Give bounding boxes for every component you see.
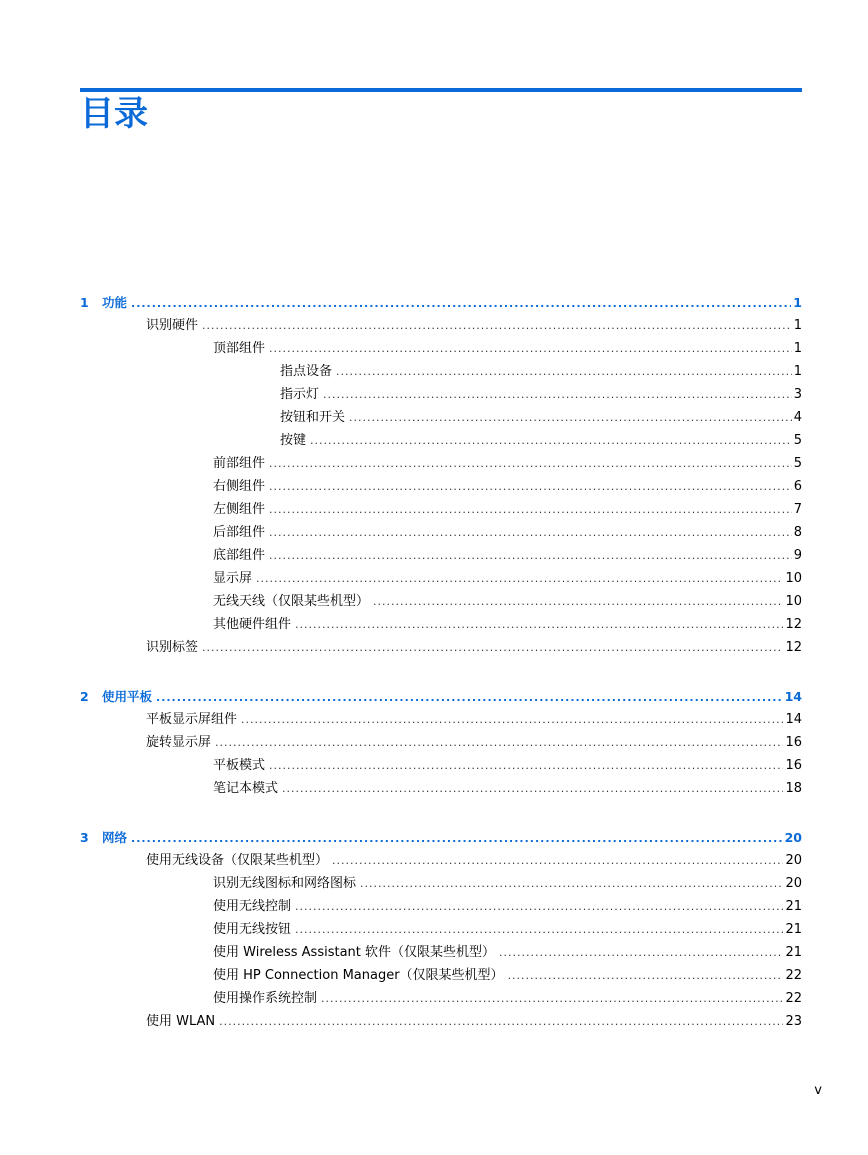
page-number: 7 xyxy=(793,502,802,517)
toc-entry[interactable] xyxy=(80,895,802,918)
page-number: 10 xyxy=(785,594,802,609)
leader-dots xyxy=(508,964,784,987)
page-number: 5 xyxy=(793,456,802,471)
page-number: 5 xyxy=(793,433,802,448)
entry-label: 按钮和开关 xyxy=(280,410,346,425)
toc-entry[interactable] xyxy=(80,337,802,360)
page-title: 目录 xyxy=(80,94,148,134)
leader-dots xyxy=(373,590,783,613)
chapter-title: 网络 xyxy=(102,830,128,845)
page-number: 16 xyxy=(785,758,802,773)
toc-entry[interactable] xyxy=(80,872,802,895)
entry-label: 平板模式 xyxy=(213,758,266,773)
leader-dots xyxy=(295,895,783,918)
entry-label: 指示灯 xyxy=(280,387,320,402)
toc-entry[interactable] xyxy=(80,590,802,613)
leader-dots xyxy=(202,314,792,337)
page-number: 8 xyxy=(793,525,802,540)
leader-dots xyxy=(295,613,783,636)
toc-entry[interactable] xyxy=(80,406,802,429)
toc-entry[interactable] xyxy=(80,849,802,872)
entry-label: 使用操作系统控制 xyxy=(213,991,318,1006)
page-number: 22 xyxy=(785,968,802,983)
entry-label: 显示屏 xyxy=(213,571,253,586)
leader-dots xyxy=(360,872,783,895)
toc-entry[interactable] xyxy=(80,918,802,941)
table-of-contents xyxy=(80,291,802,1033)
toc-entry[interactable] xyxy=(80,544,802,567)
toc-entry[interactable] xyxy=(80,314,802,337)
toc-entry[interactable] xyxy=(80,360,802,383)
leader-dots xyxy=(241,708,783,731)
chapter-title: 功能 xyxy=(102,295,128,310)
leader-dots xyxy=(156,686,783,709)
entry-label: 使用 Wireless Assistant 软件（仅限某些机型） xyxy=(213,945,496,960)
entry-label: 使用 WLAN xyxy=(146,1014,216,1029)
entry-label: 右侧组件 xyxy=(213,479,266,494)
toc-entry[interactable] xyxy=(80,475,802,498)
toc-entry[interactable] xyxy=(80,754,802,777)
page-number: 21 xyxy=(785,945,802,960)
toc-chapter-3[interactable] xyxy=(80,826,802,849)
entry-label: 左侧组件 xyxy=(213,502,266,517)
page-number: 4 xyxy=(793,410,802,425)
page-number: 1 xyxy=(793,295,802,310)
page-number: 10 xyxy=(785,571,802,586)
page-number: 1 xyxy=(793,364,802,379)
page-number: 21 xyxy=(785,899,802,914)
leader-dots xyxy=(310,429,792,452)
entry-label: 顶部组件 xyxy=(213,341,266,356)
toc-chapter-1[interactable] xyxy=(80,291,802,314)
toc-entry[interactable] xyxy=(80,987,802,1010)
page-number: 3 xyxy=(793,387,802,402)
leader-dots xyxy=(282,777,783,800)
toc-entry[interactable] xyxy=(80,941,802,964)
footer-page-number: v xyxy=(814,1083,822,1098)
leader-dots xyxy=(323,383,792,406)
chapter-spacer xyxy=(80,800,802,826)
entry-label: 笔记本模式 xyxy=(213,781,279,796)
entry-label: 使用无线设备（仅限某些机型） xyxy=(146,853,329,868)
leader-dots xyxy=(269,337,792,360)
page-number: 12 xyxy=(785,640,802,655)
toc-entry[interactable] xyxy=(80,383,802,406)
chapter-spacer xyxy=(80,659,802,685)
leader-dots xyxy=(332,849,783,872)
page-number: 21 xyxy=(785,922,802,937)
toc-entry[interactable] xyxy=(80,708,802,731)
entry-label: 识别硬件 xyxy=(146,318,199,333)
title-rule xyxy=(80,88,802,92)
toc-chapter-2[interactable] xyxy=(80,685,802,708)
toc-entry[interactable] xyxy=(80,1010,802,1033)
page-number: 9 xyxy=(793,548,802,563)
entry-label: 识别无线图标和网络图标 xyxy=(213,876,357,891)
leader-dots xyxy=(499,941,783,964)
entry-label: 使用无线按钮 xyxy=(213,922,292,937)
leader-dots xyxy=(202,636,783,659)
page-number: 12 xyxy=(785,617,802,632)
toc-entry[interactable] xyxy=(80,521,802,544)
leader-dots xyxy=(269,475,792,498)
chapter-title: 使用平板 xyxy=(102,689,153,704)
leader-dots xyxy=(349,406,792,429)
entry-label: 前部组件 xyxy=(213,456,266,471)
toc-entry[interactable] xyxy=(80,636,802,659)
entry-label: 使用无线控制 xyxy=(213,899,292,914)
toc-entry[interactable] xyxy=(80,964,802,987)
leader-dots xyxy=(336,360,792,383)
page-number: 18 xyxy=(785,781,802,796)
entry-label: 后部组件 xyxy=(213,525,266,540)
page-number: 23 xyxy=(785,1014,802,1029)
entry-label: 旋转显示屏 xyxy=(146,735,212,750)
leader-dots xyxy=(269,452,792,475)
page-number: 22 xyxy=(785,991,802,1006)
entry-label: 使用 HP Connection Manager（仅限某些机型） xyxy=(213,968,504,983)
toc-entry[interactable] xyxy=(80,452,802,475)
leader-dots xyxy=(321,987,783,1010)
leader-dots xyxy=(269,544,792,567)
entry-label: 按键 xyxy=(280,433,307,448)
leader-dots xyxy=(269,754,783,777)
leader-dots xyxy=(131,827,783,850)
page-number: 14 xyxy=(784,689,802,704)
toc-entry[interactable] xyxy=(80,429,802,452)
entry-label: 识别标签 xyxy=(146,640,199,655)
leader-dots xyxy=(131,292,791,315)
chapter-number: 2 xyxy=(80,689,89,704)
entry-label: 无线天线（仅限某些机型） xyxy=(213,594,370,609)
page-number: 20 xyxy=(785,853,802,868)
page-number: 1 xyxy=(793,341,802,356)
page-number: 14 xyxy=(785,712,802,727)
entry-label: 指点设备 xyxy=(280,364,333,379)
chapter-number: 1 xyxy=(80,295,89,310)
toc-entry[interactable] xyxy=(80,777,802,800)
toc-entry[interactable] xyxy=(80,498,802,521)
leader-dots xyxy=(215,731,783,754)
toc-entry[interactable] xyxy=(80,567,802,590)
entry-label: 其他硬件组件 xyxy=(213,617,292,632)
leader-dots xyxy=(219,1010,783,1033)
toc-entry[interactable] xyxy=(80,731,802,754)
page-number: 20 xyxy=(784,830,802,845)
page-number: 20 xyxy=(785,876,802,891)
entry-label: 底部组件 xyxy=(213,548,266,563)
leader-dots xyxy=(269,521,792,544)
chapter-number: 3 xyxy=(80,830,89,845)
leader-dots xyxy=(269,498,792,521)
entry-label: 平板显示屏组件 xyxy=(146,712,238,727)
page-number: 1 xyxy=(793,318,802,333)
page-number: 6 xyxy=(793,479,802,494)
page-number: 16 xyxy=(785,735,802,750)
leader-dots xyxy=(295,918,783,941)
leader-dots xyxy=(256,567,783,590)
toc-entry[interactable] xyxy=(80,613,802,636)
